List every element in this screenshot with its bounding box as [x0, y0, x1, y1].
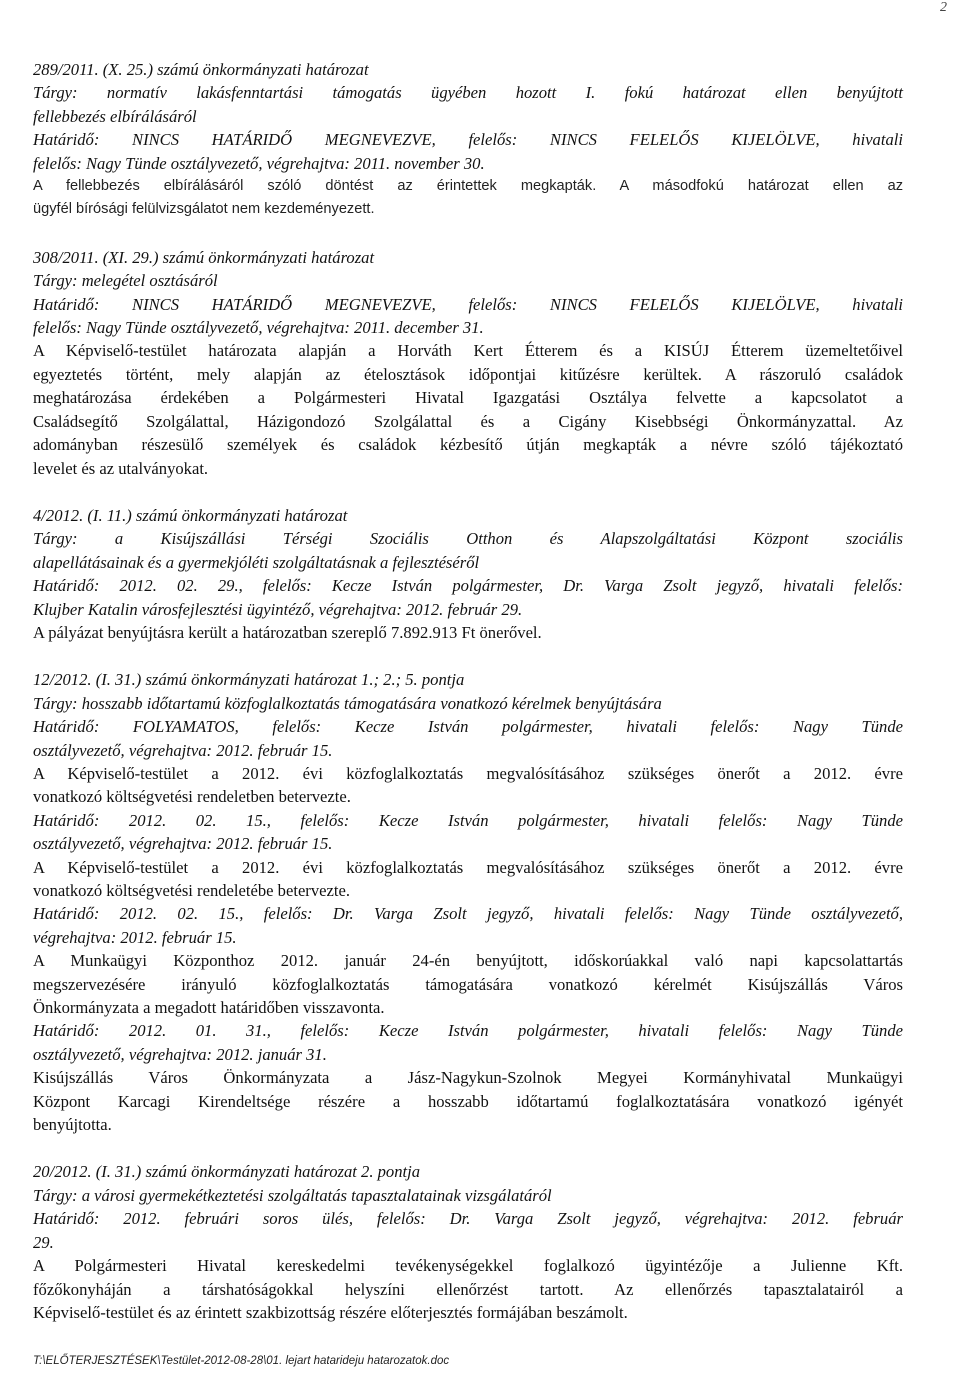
text-line: Családsegítő Szolgálattal, Házigondozó Szolgálattal és a Cigány Kisebbségi Önkormányzattal. Az: [33, 411, 903, 431]
text-line: Kisújszállás Város Önkormányzata a Jász-Nagykun-Szolnok Megyei Kormányhivatal Munkaügyi: [33, 1068, 903, 1088]
text-line: Határidő: 2012. 02. 29., felelős: Kecze István polgármester, Dr. Varga Zsolt jegyző, hivatali felelős:: [33, 576, 903, 596]
text-line: A Képviselő-testület a 2012. évi közfoglalkoztatás megvalósításához szükséges önerőt a 2012. évre: [33, 857, 903, 877]
text-line: osztályvezető, végrehajtva: 2012. január 31.: [33, 1044, 327, 1064]
document-body: [33, 58, 903, 1324]
text-line: 308/2011. (XI. 29.) számú önkormányzati határozat: [33, 247, 375, 267]
resolution-308-2011: [33, 246, 903, 480]
resolution-12-2012: [33, 668, 903, 1136]
resolution-4-2012: [33, 504, 903, 644]
text-line: ügyfél bírósági felülvizsgálatot nem kezdeményezett.: [33, 201, 375, 218]
text-line: Tárgy: normatív lakásfenntartási támogatás ügyében hozott I. fokú határozat ellen benyújtott: [33, 83, 903, 103]
text-line: A Képviselő-testület határozata alapján a Horváth Kert Étterem és a KISÚJ Étterem üzemeltetőivel: [33, 341, 903, 361]
text-line: felelős: Nagy Tünde osztályvezető, végrehajtva: 2011. december 31.: [33, 318, 484, 338]
text-line: főzőkonyháján a társhatóságokkal helyszíni ellenőrzést tartott. Az ellenőrzés tapasztalatairól a: [33, 1279, 903, 1299]
text-line: Központ Karcagi Kirendeltsége részére a hosszabb időtartamú foglalkoztatására vonatkozó igényét: [33, 1091, 903, 1111]
text-line: felelős: Nagy Tünde osztályvezető, végrehajtva: 2011. november 30.: [33, 153, 485, 173]
text-line: Határidő: NINCS HATÁRIDŐ MEGNEVEZVE, felelős: NINCS FELELŐS KIJELÖLVE, hivatali: [33, 130, 903, 150]
text-line: Határidő: FOLYAMATOS, felelős: Kecze István polgármester, hivatali felelős: Nagy Tünde: [33, 717, 903, 737]
text-line: adományban részesülő személyek és családok kézbesítő útján megkapták a névre szóló tájékoztató: [33, 435, 903, 455]
text-line: Képviselő-testület és az érintett szakbizottság részére előterjesztés formájában beszámolt.: [33, 1302, 628, 1322]
resolution-289-2011: [33, 58, 903, 222]
text-line: osztályvezető, végrehajtva: 2012. február 15.: [33, 740, 333, 760]
text-line: vonatkozó költségvetési rendeletébe betervezte.: [33, 881, 350, 900]
text-line: 20/2012. (I. 31.) számú önkormányzati határozat 2. pontja: [33, 1162, 421, 1182]
text-line: Határidő: 2012. 02. 15., felelős: Kecze István polgármester, hivatali felelős: Nagy Tünde: [33, 810, 903, 830]
text-line: Határidő: 2012. februári soros ülés, felelős: Dr. Varga Zsolt jegyző, végrehajtva: 2012. február: [33, 1209, 903, 1229]
text-line: osztályvezető, végrehajtva: 2012. február 15.: [33, 834, 333, 854]
text-line: Tárgy: melegétel osztásáról: [33, 271, 218, 291]
text-line: Határidő: NINCS HATÁRIDŐ MEGNEVEZVE, felelős: NINCS FELELŐS KIJELÖLVE, hivatali: [33, 294, 903, 314]
text-line: fellebbezés elbírálásáról: [33, 106, 197, 126]
text-line: Tárgy: hosszabb időtartamú közfoglalkoztatás támogatására vonatkozó kérelmek benyújtására: [33, 693, 662, 713]
text-line: 4/2012. (I. 11.) számú önkormányzati határozat: [33, 505, 348, 525]
text-line: egyeztetés történt, mely alapján az ételosztások időpontjai kitűzésre kerültek. A rászoruló családok: [33, 364, 903, 384]
text-line: Tárgy: a városi gyermekétkeztetési szolgáltatás tapasztalatainak vizsgálatáról: [33, 1185, 552, 1205]
text-line: Klujber Katalin városfejlesztési ügyintéző, végrehajtva: 2012. február 29.: [33, 599, 523, 619]
resolution-20-2012: [33, 1160, 903, 1324]
text-line: megszervezésére irányuló közfoglalkoztatás támogatására vonatkozó kérelmét Kisújszállás Város: [33, 974, 903, 994]
text-line: Határidő: 2012. 01. 31., felelős: Kecze István polgármester, hivatali felelős: Nagy Tünde: [33, 1021, 903, 1041]
text-line: végrehajtva: 2012. február 15.: [33, 927, 237, 947]
text-line: A Képviselő-testület a 2012. évi közfoglalkoztatás megvalósításához szükséges önerőt a 2012. évre: [33, 763, 903, 783]
text-line: vonatkozó költségvetési rendeletben betervezte.: [33, 787, 351, 807]
text-line: A fellebbezés elbírálásáról szóló döntést az érintettek megkapták. A másodfokú határozat ellen az: [33, 178, 903, 195]
text-line: levelet és az utalványokat.: [33, 458, 209, 478]
text-line: 12/2012. (I. 31.) számú önkormányzati határozat 1.; 2.; 5. pontja: [33, 670, 465, 690]
file-path-footer: T:\ELŐTERJESZTÉSEK\Testület-2012-08-28\01. lejart hatarideju hatarozatok.doc: [33, 1355, 450, 1367]
page-number: 2: [940, 0, 947, 15]
text-line: A Polgármesteri Hivatal kereskedelmi tevékenységekkel foglalkozó ügyintézője a Julienne Kft.: [33, 1256, 903, 1276]
text-line: meghatározása érdekében a Polgármesteri Hivatal Igazgatási Osztálya felvette a kapcsolatot a: [33, 388, 903, 408]
text-line: 29.: [33, 1232, 54, 1252]
text-line: Tárgy: a Kisújszállási Térségi Szociális Otthon és Alapszolgáltatási Központ szociális: [33, 529, 903, 549]
text-line: A Munkaügyi Központhoz 2012. január 24-én benyújtott, időskorúakkal való napi kapcsolattartás: [33, 951, 903, 971]
text-line: Önkormányzata a megadott határidőben visszavonta.: [33, 998, 385, 1018]
text-line: 289/2011. (X. 25.) számú önkormányzati határozat: [33, 60, 369, 79]
text-line: benyújtotta.: [33, 1115, 112, 1135]
text-line: A pályázat benyújtásra került a határozatban szereplő 7.892.913 Ft önerővel.: [33, 622, 542, 642]
text-line: Határidő: 2012. 02. 15., felelős: Dr. Varga Zsolt jegyző, hivatali felelős: Nagy Tünde osztályvezető,: [33, 904, 903, 924]
text-line: alapellátásainak és a gyermekjóléti szolgáltatásnak a fejlesztéséről: [33, 552, 480, 572]
